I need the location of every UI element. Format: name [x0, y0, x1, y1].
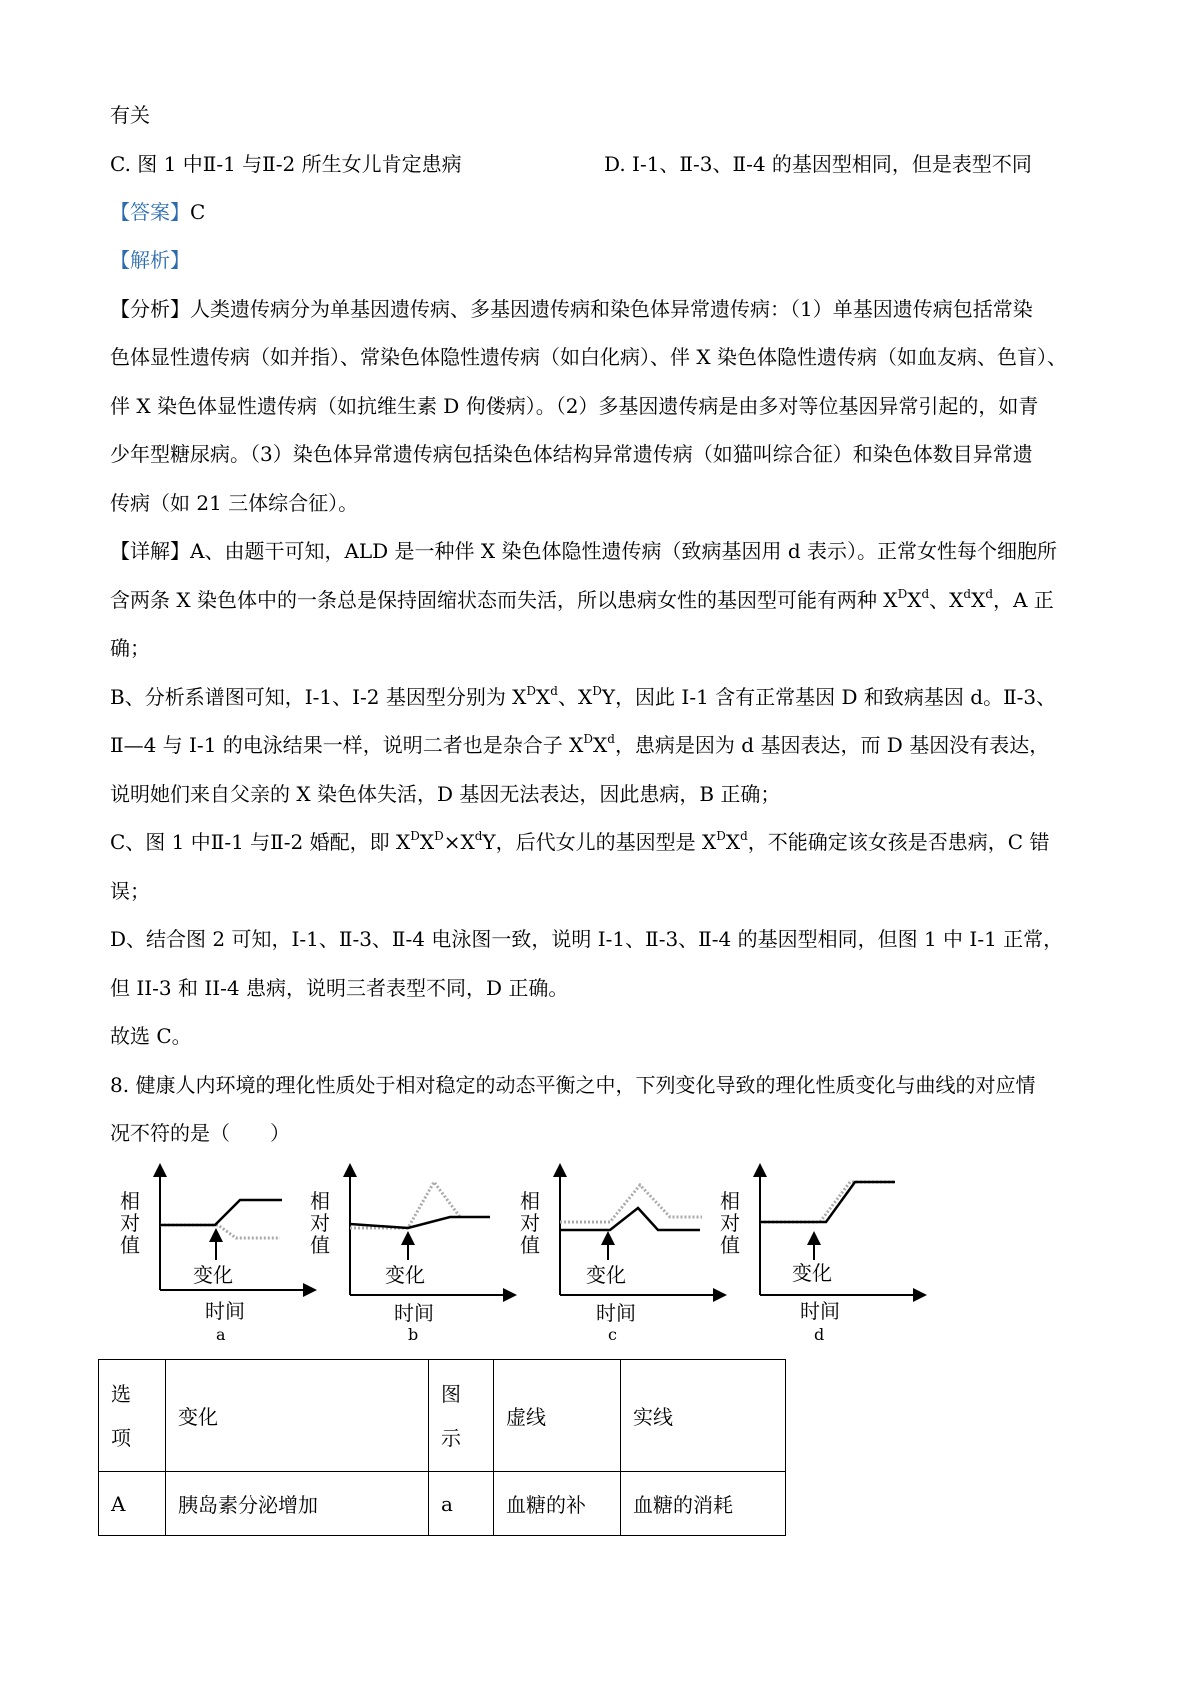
text-seg: 含两条 X 染色体中的一条总是保持固缩状态而失活，所以患病女性的基因型可能有两种 X — [110, 588, 898, 612]
text-seg: X — [971, 588, 986, 612]
detail-d-line-1: D、结合图 2 可知，I-1、Ⅱ-3、Ⅱ-4 电泳图一致，说明 I-1、Ⅱ-3、Ⅱ-4 的基因型相同，但图 1 中 I-1 正常， — [110, 927, 1064, 951]
sup: d — [985, 587, 993, 601]
question-line-1: 8. 健康人内环境的理化性质处于相对稳定的动态平衡之中，下列变化导致的理化性质变化与曲线的对应情 — [110, 1073, 1036, 1097]
text-seg: Ⅱ—4 与 I-1 的电泳结果一样，说明二者也是杂合子 X — [110, 733, 584, 757]
analysis-line-1: 【分析】人类遗传病分为单基因遗传病、多基因遗传病和染色体异常遗传病：（1）单基因遗传病包括常染 — [110, 297, 1033, 321]
sup: d — [474, 829, 483, 843]
y-label: 相 — [720, 1189, 740, 1213]
y-label: 对 — [520, 1211, 540, 1235]
detail-b-line-2 — [110, 732, 1049, 758]
y-label: 相 — [520, 1189, 540, 1213]
header-text: 选项 — [111, 1381, 131, 1450]
detail-c-line-2: 误； — [110, 879, 150, 903]
option-d: D. I-1、Ⅱ-3、Ⅱ-4 的基因型相同，但是表型不同 — [604, 152, 1032, 176]
table-row — [99, 1472, 786, 1536]
text-seg: X — [725, 830, 741, 854]
analysis-line-2: 色体显性遗传病（如并指）、常染色体隐性遗传病（如白化病）、伴 X 染色体隐性遗传病（如血友病、色盲）、 — [110, 345, 1067, 369]
arrow-label: 变化 — [792, 1261, 832, 1285]
detail-line-1: 【详解】A、由题干可知，ALD 是一种伴 X 染色体隐性遗传病（致病基因用 d 表示）。正常女性每个细胞所 — [110, 539, 1058, 563]
text-seg: X — [536, 685, 551, 709]
table-cell: A — [99, 1472, 166, 1536]
arrow-label: 变化 — [385, 1263, 425, 1287]
sup: D — [583, 732, 593, 746]
sup: D — [434, 829, 444, 843]
solid-curve — [560, 1208, 700, 1230]
text-seg: B、分析系谱图可知，I-1、I-2 基因型分别为 X — [110, 685, 527, 709]
y-label: 值 — [120, 1233, 140, 1257]
sup: D — [526, 684, 537, 698]
x-label: 时间 — [596, 1301, 636, 1325]
y-label: 相 — [310, 1189, 330, 1213]
x-label: 时间 — [800, 1299, 840, 1323]
panel-label: b — [408, 1325, 419, 1340]
sup: D — [410, 829, 420, 843]
y-label: 对 — [310, 1211, 330, 1235]
table-cell: 血糖的消耗 — [621, 1472, 786, 1536]
sup: d — [607, 732, 615, 746]
detail-d-line-2: 但 II-3 和 II-4 患病，说明三者表型不同，D 正确。 — [110, 976, 569, 1000]
question-line-2: 况不符的是（ ） — [110, 1121, 290, 1145]
y-label: 值 — [520, 1233, 540, 1257]
header-cell: 实线 — [621, 1360, 786, 1472]
detail-b-line-1 — [110, 684, 1056, 710]
x-label: 时间 — [394, 1301, 434, 1325]
text-seg: Y，后代女儿的基因型是 X — [482, 830, 717, 854]
y-label: 对 — [720, 1211, 740, 1235]
table-cell: 胰岛素分泌增加 — [166, 1472, 429, 1536]
dashed-curve — [560, 1185, 702, 1222]
options-table — [98, 1359, 786, 1536]
arrow-label: 变化 — [193, 1263, 233, 1287]
graph-d — [720, 1160, 930, 1340]
text-line: 有关 — [110, 103, 150, 127]
y-label: 对 — [120, 1211, 140, 1235]
text-seg: Y，因此 I-1 含有正常基因 D 和致病基因 d。Ⅱ-3、 — [601, 685, 1057, 709]
table-cell: 血糖的补 — [494, 1472, 621, 1536]
sup: d — [550, 684, 558, 698]
answer-tag: 【答案】 — [110, 200, 190, 224]
detail-c-line-1 — [110, 829, 1049, 855]
solid-curve — [350, 1217, 490, 1228]
dashed-curve — [760, 1182, 895, 1222]
analysis-line-3: 伴 X 染色体显性遗传病（如抗维生素 D 佝偻病）。（2）多基因遗传病是由多对等位基因异常引起的，如青 — [110, 394, 1039, 418]
answer-value: C — [190, 200, 206, 224]
text-seg: X — [577, 685, 593, 709]
text-seg: C、图 1 中Ⅱ-1 与Ⅱ-2 婚配，即 X — [110, 830, 411, 854]
text-seg: ，A 正 — [993, 588, 1054, 612]
graph-panels — [110, 1160, 950, 1340]
arrow-label: 变化 — [586, 1263, 626, 1287]
graph-a — [110, 1160, 320, 1340]
text-seg: X — [907, 588, 922, 612]
table-cell: a — [429, 1472, 494, 1536]
sup: d — [740, 829, 748, 843]
solid-curve — [760, 1182, 895, 1222]
text-seg: X — [949, 588, 964, 612]
panel-label: c — [608, 1325, 617, 1340]
text-seg: X — [460, 830, 475, 854]
text-seg: × — [443, 830, 461, 854]
x-label: 时间 — [205, 1299, 245, 1323]
conclusion-line: 故选 C。 — [110, 1024, 192, 1048]
graph-c — [520, 1160, 730, 1340]
solid-curve — [160, 1200, 282, 1225]
header-cell: 虚线 — [494, 1360, 621, 1472]
sup: D — [592, 684, 602, 698]
text-seg: X — [419, 830, 435, 854]
detail-b-line-3: 说明她们来自父亲的 X 染色体失活，D 基因无法表达，因此患病，B 正确； — [110, 782, 781, 806]
panel-label: a — [216, 1325, 226, 1340]
sup: D — [897, 587, 908, 601]
graph-b — [310, 1160, 520, 1340]
analysis-line-4: 少年型糖尿病。（3）染色体异常遗传病包括染色体结构异常遗传病（如猫叫综合征）和染色体数目异常遗 — [110, 442, 1033, 466]
header-cell: 变化 — [166, 1360, 429, 1472]
dashed-curve — [160, 1225, 280, 1238]
header-cell — [99, 1360, 166, 1472]
dashed-curve — [350, 1182, 460, 1228]
text-seg: 、 — [929, 588, 950, 612]
y-label: 值 — [310, 1233, 330, 1257]
text-seg: ，患病是因为 d 基因表达，而 D 基因没有表达， — [614, 733, 1050, 757]
option-c: C. 图 1 中Ⅱ-1 与Ⅱ-2 所生女儿肯定患病 — [110, 152, 462, 176]
y-label: 相 — [120, 1189, 140, 1213]
y-label: 值 — [720, 1233, 740, 1257]
header-text: 图示 — [441, 1381, 461, 1450]
sup: d — [921, 587, 930, 601]
text-seg: ，不能确定该女孩是否患病，C 错 — [747, 830, 1050, 854]
sup: d — [963, 587, 972, 601]
jiexi-tag: 【解析】 — [110, 248, 190, 272]
detail-line-2 — [110, 587, 1054, 613]
header-cell — [429, 1360, 494, 1472]
analysis-line-5: 传病（如 21 三体综合征）。 — [110, 491, 359, 515]
table-header-row — [99, 1360, 786, 1472]
detail-line-3: 确； — [110, 636, 150, 660]
text-seg: 、 — [557, 685, 578, 709]
panel-label: d — [814, 1325, 825, 1340]
answer-line — [110, 199, 205, 225]
sup: D — [716, 829, 726, 843]
text-seg: X — [593, 733, 608, 757]
